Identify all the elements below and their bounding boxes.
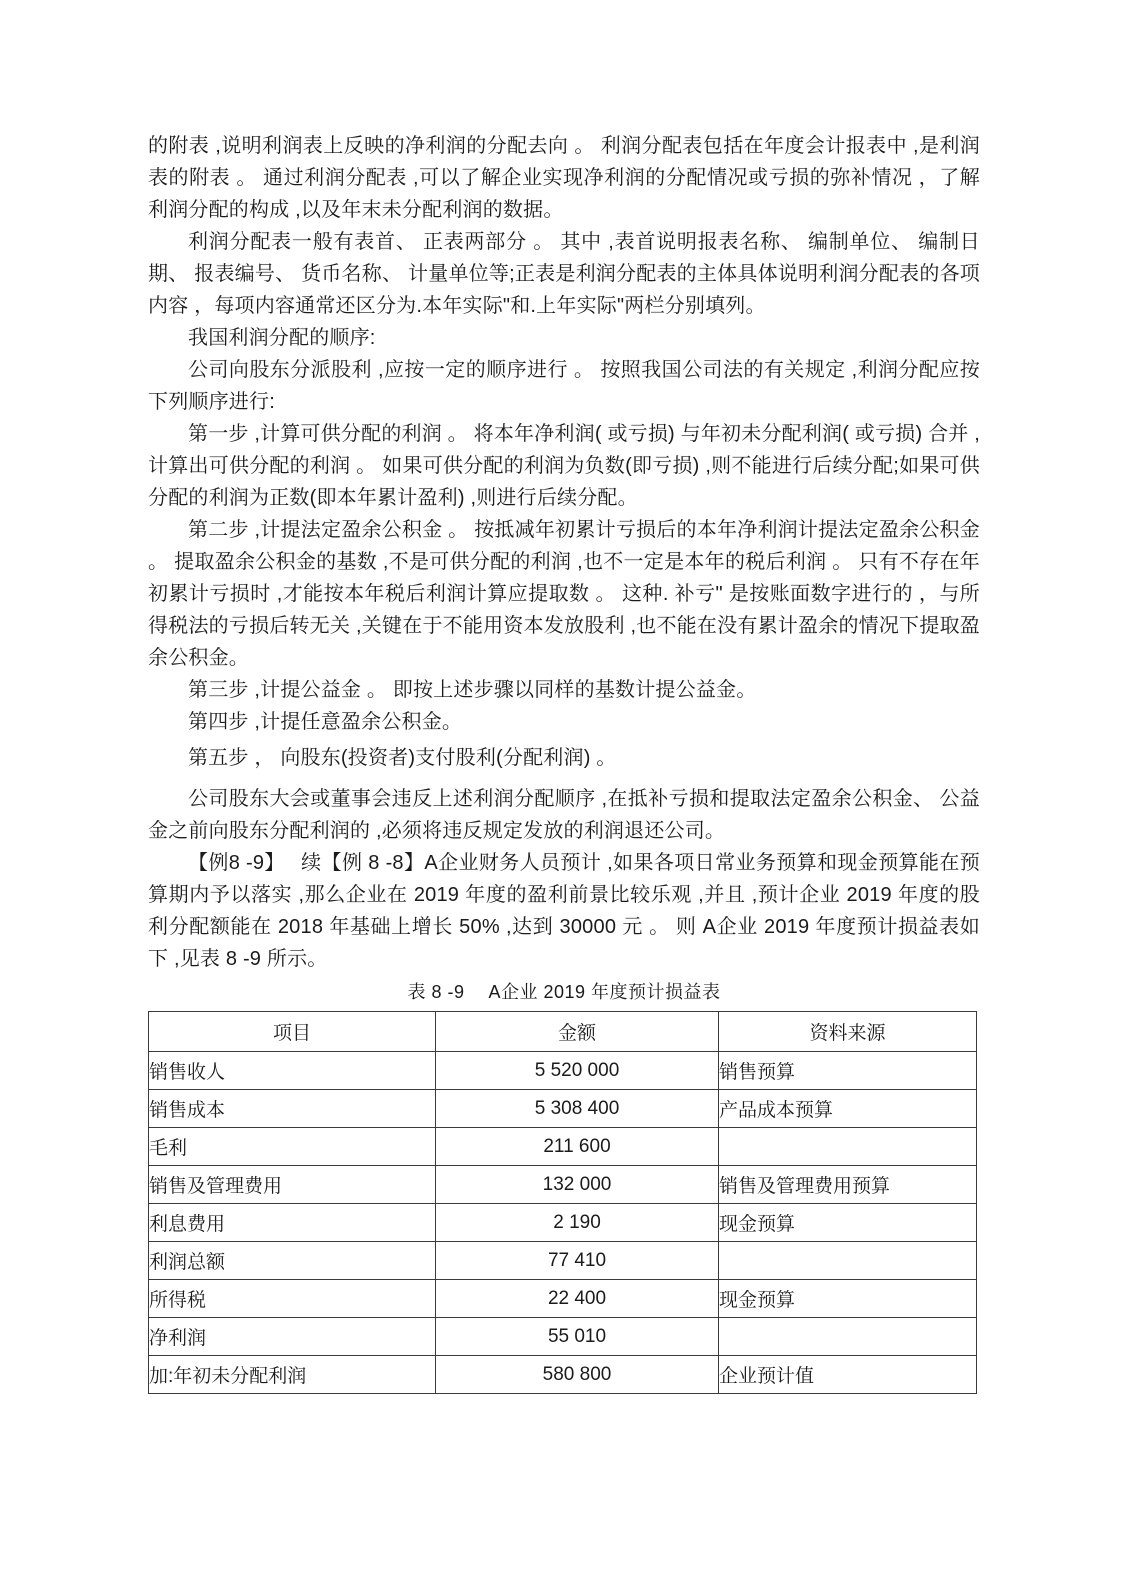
paragraph-order-heading: 我国利润分配的顺序: — [188, 327, 376, 349]
cell-source: 产品成本预算 — [719, 1090, 977, 1128]
header-amount: 金额 — [436, 1012, 719, 1052]
cell-source: 企业预计值 — [719, 1356, 977, 1394]
cell-amount: 211 600 — [436, 1128, 719, 1166]
cell-item: 净利润 — [149, 1318, 436, 1356]
table-row — [149, 1090, 977, 1128]
cell-item: 利息费用 — [149, 1204, 436, 1242]
cell-amount: 132 000 — [436, 1166, 719, 1204]
paragraph-profit-distribution-intro: 的附表 ,说明利润表上反映的净利润的分配去向 。 利润分配表包括在年度会计报表中 ,是利润表的附表 。 通过利润分配表 ,可以了解企业实现净利润的分配情况或亏损的弥补情况 ，了解利润分配的构成 ,以及年末未分配利润的数据。 — [148, 135, 980, 221]
cell-amount: 77 410 — [436, 1242, 719, 1280]
projected-income-statement-table — [148, 1011, 977, 1394]
cell-source: 销售及管理费用预算 — [719, 1166, 977, 1204]
text-column — [148, 130, 980, 1394]
paragraph-table-structure: 利润分配表一般有表首、 正表两部分 。 其中 ,表首说明报表名称、 编制单位、 编制日期、 报表编号、 货币名称、 计量单位等;正表是利润分配表的主体具体说明利润分配表的各项内容 ，每项内容通常还区分为.本年实际"和.上年实际"两栏分别填列。 — [148, 231, 980, 317]
cell-source — [719, 1242, 977, 1280]
cell-item: 加:年初未分配利润 — [149, 1356, 436, 1394]
cell-source: 现金预算 — [719, 1204, 977, 1242]
cell-amount: 5 520 000 — [436, 1052, 719, 1090]
cell-amount: 580 800 — [436, 1356, 719, 1394]
table-row — [149, 1242, 977, 1280]
cell-item: 所得税 — [149, 1280, 436, 1318]
table-caption: 表 8 -9 A企业 2019 年度预计损益表 — [407, 982, 721, 1002]
paragraph-step-four: 第四步 ,计提任意盈余公积金。 — [188, 711, 463, 733]
cell-amount: 55 010 — [436, 1318, 719, 1356]
table-row — [149, 1052, 977, 1090]
cell-source: 销售预算 — [719, 1052, 977, 1090]
cell-source — [719, 1318, 977, 1356]
cell-amount: 22 400 — [436, 1280, 719, 1318]
cell-source — [719, 1128, 977, 1166]
paragraph-violation-rule: 公司股东大会或董事会违反上述利润分配顺序 ,在抵补亏损和提取法定盈余公积金、 公益金之前向股东分配利润的 ,必须将违反规定发放的利润退还公司。 — [148, 788, 980, 842]
header-source: 资料来源 — [719, 1012, 977, 1052]
table-row — [149, 1166, 977, 1204]
table-row — [149, 1280, 977, 1318]
cell-item: 销售成本 — [149, 1090, 436, 1128]
cell-item: 销售及管理费用 — [149, 1166, 436, 1204]
cell-amount: 5 308 400 — [436, 1090, 719, 1128]
paragraph-dividend-order: 公司向股东分派股利 ,应按一定的顺序进行 。 按照我国公司法的有关规定 ,利润分配应按下列顺序进行: — [148, 359, 980, 413]
table-row — [149, 1318, 977, 1356]
table-row — [149, 1128, 977, 1166]
paragraph-example-8-9: 【例8 -9】 续【例 8 -8】A企业财务人员预计 ,如果各项日常业务预算和现金预算能在预算期内予以落实 ,那么企业在 2019 年度的盈利前景比较乐观 ,并且 ,预计企业 2019 年度的股利分配额能在 2018 年基础上增长 50% ,达到 30000 元 。 则 A企业 2019 年度预计损益表如下 ,见表 8 -9 所示。 — [148, 852, 980, 970]
cell-item: 销售收人 — [149, 1052, 436, 1090]
table-header-row — [149, 1012, 977, 1052]
cell-item: 利润总额 — [149, 1242, 436, 1280]
table-row — [149, 1356, 977, 1394]
paragraph-step-two: 第二步 ,计提法定盈余公积金 。 按抵减年初累计亏损后的本年净利润计提法定盈余公积金 。 提取盈余公积金的基数 ,不是可供分配的利润 ,也不一定是本年的税后利润 。 只有不存在年初累计亏损时 ,才能按本年税后利润计算应提取数 。 这种. 补亏" 是按账面数字进行的 ，与所得税法的亏损后转无关 ,关键在于不能用资本发放股利 ,也不能在没有累计盈余的情况下提取盈余公积金。 — [148, 519, 980, 669]
table-row — [149, 1204, 977, 1242]
paragraph-step-one: 第一步 ,计算可供分配的利润 。 将本年净利润( 或亏损) 与年初未分配利润( 或亏损) 合并 ,计算出可供分配的利润 。 如果可供分配的利润为负数(即亏损) ,则不能进行后续分配;如果可供分配的利润为正数(即本年累计盈利) ,则进行后续分配。 — [148, 423, 981, 509]
cell-amount: 2 190 — [436, 1204, 719, 1242]
header-item: 项目 — [149, 1012, 436, 1052]
cell-item: 毛利 — [149, 1128, 436, 1166]
cell-source: 现金预算 — [719, 1280, 977, 1318]
paragraph-step-three: 第三步 ,计提公益金 。 即按上述步骤以同样的基数计提公益金。 — [188, 679, 757, 701]
paragraph-step-five: 第五步 ， 向股东(投资者)支付股利(分配利润) 。 — [188, 747, 617, 769]
